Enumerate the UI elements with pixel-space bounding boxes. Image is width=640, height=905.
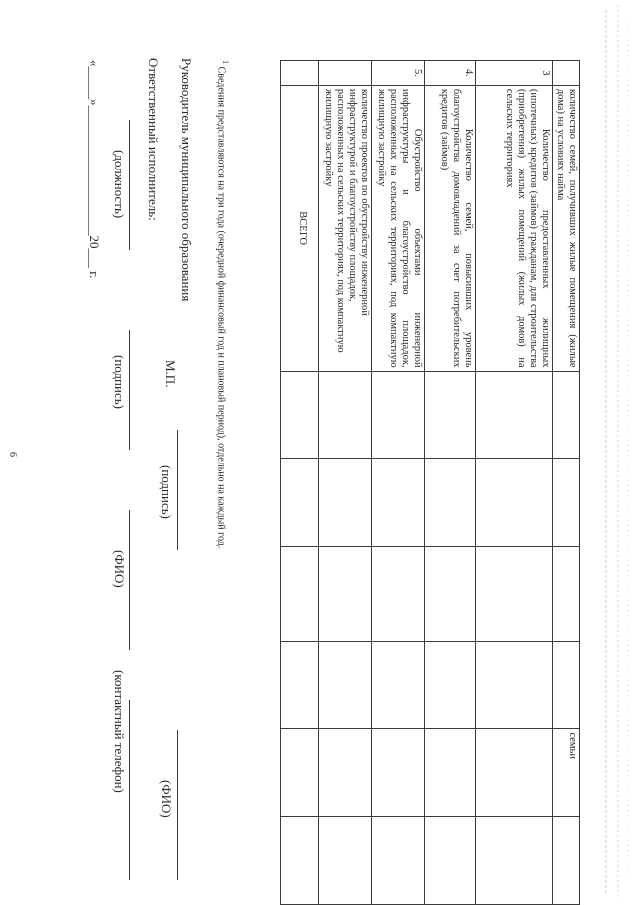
table-row: [476, 61, 553, 905]
head-fio-line: [177, 730, 178, 880]
executor-label: Ответственный исполнитель:: [146, 58, 161, 221]
value-cell: [425, 371, 476, 459]
value-cell: [319, 729, 372, 817]
footnote-text: Сведения представляются на три года (очередной финансовый год и плановый период), отдельно на каждый год.: [215, 66, 227, 549]
value-cell: [372, 729, 425, 817]
table-row: [425, 61, 476, 905]
row-number: [319, 61, 372, 86]
value-cell: [319, 371, 372, 459]
value-cell: [425, 546, 476, 641]
value-cell: [281, 817, 319, 905]
value-cell: [372, 459, 425, 547]
value-cell: [281, 729, 319, 817]
row-description: количество проектов по обустройству инженерной инфраструктурой и благоустройству площадок, расположенных на сельских территориях, под компактную жилищную застройку: [319, 85, 372, 371]
value-cell: [372, 817, 425, 905]
row-description: количество семей, получивших жилые помещения (жилые дома) на условиях найма: [553, 85, 580, 371]
row-number: [553, 61, 580, 86]
head-sign-line: [177, 430, 178, 550]
value-cell: [476, 729, 553, 817]
executor-fio-caption: (ФИО): [112, 550, 127, 588]
value-cell: [425, 729, 476, 817]
value-cell: [476, 459, 553, 547]
value-cell: [319, 641, 372, 729]
value-cell: [425, 817, 476, 905]
head-fio-caption: (ФИО): [159, 780, 174, 818]
value-cell: [553, 371, 580, 459]
value-cell: [553, 459, 580, 547]
value-cell: [372, 641, 425, 729]
value-cell: [425, 459, 476, 547]
phone-line: [129, 700, 130, 880]
date-year-prefix: 20: [87, 235, 102, 249]
value-cell: [319, 546, 372, 641]
date-quote-close: »: [87, 99, 102, 106]
row-description: Количество предоставленных жилищных (ипотечных) кредитов (займов) гражданам, для строительства (приобретения) жилых помещений (жилых домов) на сельских территориях: [476, 85, 553, 371]
value-cell: [281, 371, 319, 459]
head-label: Руководитель муниципального образования: [179, 58, 194, 302]
row-number: 4.: [425, 61, 476, 86]
date-line: «_____»____________________20___ г.: [87, 60, 102, 279]
date-quote-open: «: [87, 60, 102, 67]
value-cell: [281, 546, 319, 641]
position-line: [129, 120, 130, 250]
table-row: [372, 61, 425, 905]
position-caption: (должность): [112, 150, 127, 219]
footnote: [216, 60, 230, 548]
footnote-mark: 1: [221, 60, 230, 65]
table-row: [281, 61, 319, 905]
head-sign-caption: (подпись): [159, 465, 174, 519]
unit-cell: семьи: [553, 729, 580, 817]
value-cell: [553, 546, 580, 641]
table-row: [553, 61, 580, 905]
value-cell: [425, 641, 476, 729]
value-cell: [319, 817, 372, 905]
value-cell: [476, 817, 553, 905]
row-number: 5.: [372, 61, 425, 86]
row-number: [281, 61, 319, 86]
value-cell: [281, 641, 319, 729]
value-cell: [281, 459, 319, 547]
value-cell: [553, 641, 580, 729]
stamp-mark: М.П.: [163, 360, 178, 388]
page-number: 6: [7, 452, 18, 457]
executor-sign-line: [129, 330, 130, 450]
table-row: [319, 61, 372, 905]
value-cell: [372, 371, 425, 459]
row-number: 3: [476, 61, 553, 86]
executor-fio-line: [129, 510, 130, 650]
row-description: Количество семей, повысивших уровень благоустройства домовладений за счет потребительских кредитов (займов): [425, 85, 476, 371]
value-cell: [372, 546, 425, 641]
indicator-table: [280, 60, 580, 905]
value-cell: [319, 459, 372, 547]
row-description: Обустройство объектами инженерной инфраструктуры и благоустройство площадок, расположенных на сельских территориях, под компактную жилищную застройку: [372, 85, 425, 371]
executor-sign-caption: (подпись): [112, 355, 127, 409]
phone-caption: (контактный телефон): [112, 670, 127, 793]
total-label: ВСЕГО: [281, 85, 319, 371]
value-cell: [476, 371, 553, 459]
date-year-suffix: г.: [87, 271, 102, 279]
value-cell: [476, 546, 553, 641]
value-cell: [553, 817, 580, 905]
value-cell: [476, 641, 553, 729]
